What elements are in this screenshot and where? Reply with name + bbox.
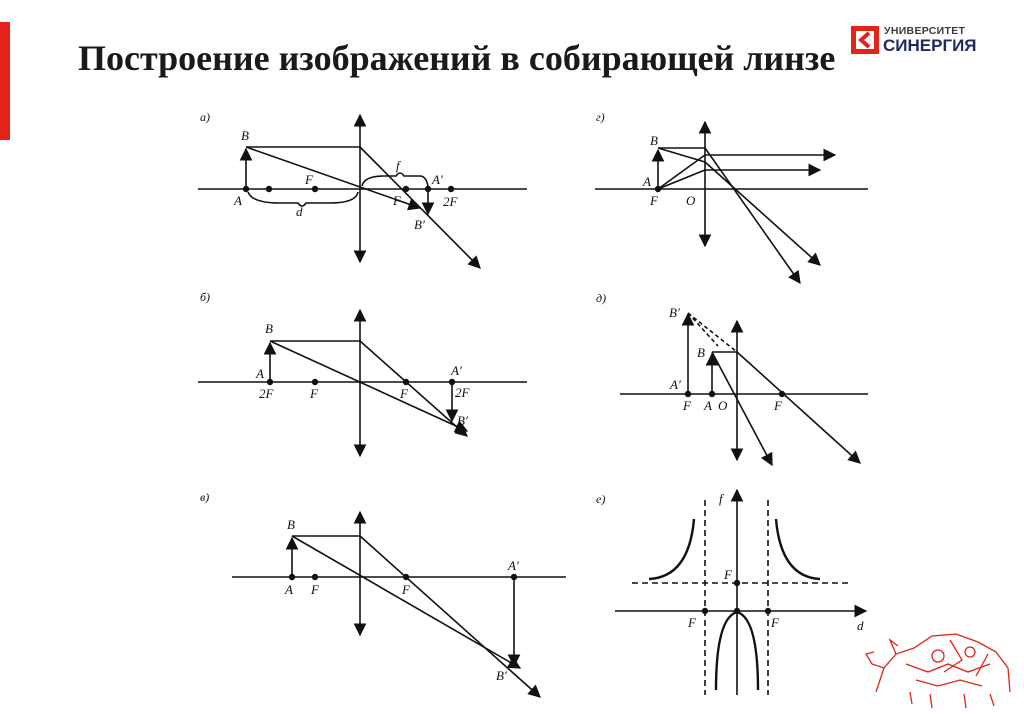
point [426, 187, 431, 192]
label-O: O [718, 398, 728, 413]
panel-v [200, 490, 566, 697]
ray [705, 148, 800, 283]
panel-a-tag: а) [200, 110, 210, 124]
label-B: B [287, 517, 295, 532]
label-A-prime: A′ [508, 558, 519, 573]
ray [360, 341, 467, 436]
point [313, 380, 318, 385]
panel-e [596, 490, 866, 695]
ray [292, 536, 520, 668]
label-A-prime: A′ [451, 363, 462, 378]
brace-f [362, 173, 428, 186]
extension-dashed [688, 313, 737, 352]
label-B-prime: B′ [496, 668, 507, 683]
page-title: Построение изображений в собирающей линзе [78, 38, 836, 78]
point [735, 609, 740, 614]
point [244, 187, 249, 192]
label-B-prime: B′ [457, 413, 468, 428]
label-F: F [774, 398, 782, 413]
ray [270, 341, 467, 431]
point [686, 392, 691, 397]
point [268, 380, 273, 385]
panel-g [595, 110, 868, 283]
point [313, 187, 318, 192]
panel-g-tag: г) [596, 110, 605, 124]
label-2F: 2F [443, 194, 458, 209]
label-F: F [688, 615, 696, 630]
ray [737, 352, 860, 463]
label-B: B [650, 133, 658, 148]
label-B: B [697, 345, 705, 360]
label-2F: 2F [259, 386, 274, 401]
panel-b [198, 290, 527, 456]
label-A: A [285, 582, 293, 597]
point [735, 581, 740, 586]
point [512, 575, 517, 580]
label-B-prime: B′ [669, 305, 680, 320]
point [710, 392, 715, 397]
label-f: f [396, 158, 400, 173]
label-F: F [724, 567, 732, 582]
label-B: B [241, 128, 249, 143]
panel-d [596, 291, 868, 465]
hyperbola-branch [649, 519, 694, 579]
point [404, 187, 409, 192]
label-d-axis: d [857, 618, 864, 633]
panel-d-tag: д) [596, 291, 607, 305]
point [450, 380, 455, 385]
brace-d [248, 192, 358, 206]
label-F: F [771, 615, 779, 630]
label-F: F [311, 582, 319, 597]
label-A-prime: A′ [432, 172, 443, 187]
extension-dashed [688, 313, 718, 346]
point [780, 392, 785, 397]
label-F: F [683, 398, 691, 413]
panel-e-tag: е) [596, 492, 606, 506]
point [703, 609, 708, 614]
label-A: A [704, 398, 712, 413]
label-F: F [393, 193, 401, 208]
label-A: A [256, 366, 264, 381]
label-F: F [400, 386, 408, 401]
label-F: F [402, 582, 410, 597]
logo-line-2: СИНЕРГИЯ [883, 36, 977, 55]
label-d: d [296, 204, 303, 219]
point [404, 575, 409, 580]
label-F: F [305, 172, 313, 187]
label-O: O [686, 193, 696, 208]
logo-line-1: УНИВЕРСИТЕТ [884, 25, 966, 37]
panel-v-tag: в) [200, 490, 210, 504]
label-F: F [310, 386, 318, 401]
point [313, 575, 318, 580]
hyperbola-branch [776, 519, 820, 579]
label-f-axis: f [719, 491, 723, 506]
label-B: B [265, 321, 273, 336]
point [267, 187, 272, 192]
label-A: A [234, 193, 242, 208]
label-F: F [650, 193, 658, 208]
point [449, 187, 454, 192]
point [290, 575, 295, 580]
label-B-prime: B′ [414, 217, 425, 232]
label-A: A [643, 174, 651, 189]
label-A-prime: A′ [670, 377, 681, 392]
panel-b-tag: б) [200, 290, 211, 304]
label-2F: 2F [455, 385, 470, 400]
point [656, 187, 661, 192]
point [404, 380, 409, 385]
point [766, 609, 771, 614]
rhino-mascot-icon [866, 634, 1010, 708]
ray [705, 162, 820, 265]
